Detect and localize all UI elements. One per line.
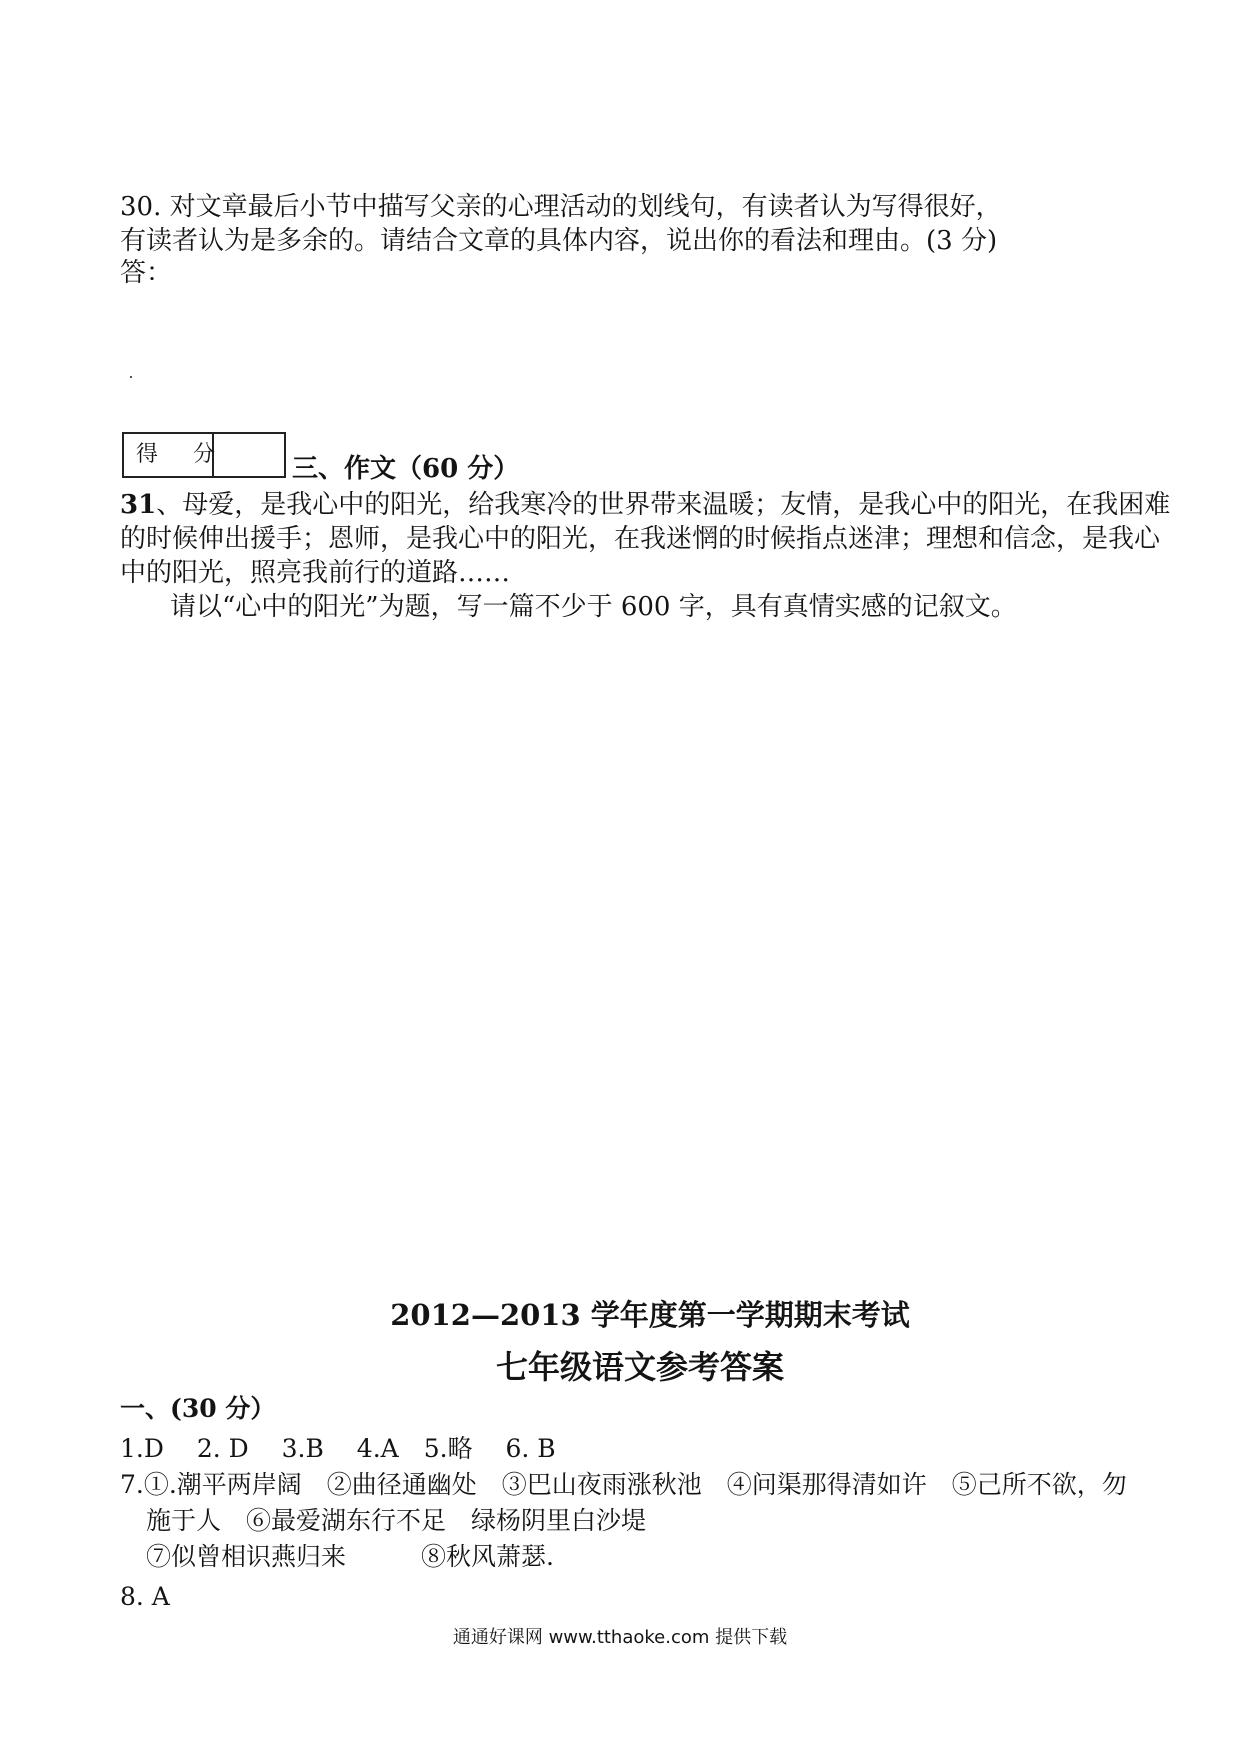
stray-dot	[130, 376, 132, 378]
answer-key-subtitle: 七年级语文参考答案	[495, 1348, 784, 1386]
q31-line-1-text: 、母爱，是我心中的阳光，给我寒冷的世界带来温暖；友情，是我心中的阳光，在我困难	[156, 490, 1171, 520]
answer-key-title: 2012—2013 学年度第一学期期末考试	[390, 1298, 910, 1332]
q31-line-2: 的时候伸出援手；恩师，是我心中的阳光，在我迷惘的时候指点迷津；理想和信念，是我心	[120, 524, 1161, 554]
q30-answer-label: 答：	[120, 258, 173, 288]
q30-line-2: 有读者认为是多余的。请结合文章的具体内容，说出你的看法和理由。(3 分)	[120, 226, 998, 256]
answer-section-1: 一、(30 分）	[120, 1394, 276, 1423]
footer-source: 通通好课网 www.tthaoke.com 提供下载	[452, 1627, 788, 1648]
q31-number: 31	[120, 490, 157, 520]
answer-line-3: 施于人 ⑥最爱湖东行不足 绿杨阴里白沙堤	[146, 1506, 647, 1535]
answer-line-2: 7.①.潮平两岸阔 ②曲径通幽处 ③巴山夜雨涨秋池 ④问渠那得清如许 ⑤己所不欲，勿	[120, 1470, 1127, 1499]
score-box	[122, 432, 286, 478]
answer-line-5: 8. A	[120, 1582, 170, 1611]
score-label: 得 分	[124, 434, 214, 476]
q30-line-1: 30. 对文章最后小节中描写父亲的心理活动的划线句，有读者认为写得很好，	[120, 192, 1002, 222]
q31-line-3: 中的阳光，照亮我前行的道路……	[120, 558, 511, 588]
q31-prompt: 请以“心中的阳光”为题，写一篇不少于 600 字，具有真情实感的记叙文。	[170, 592, 1017, 622]
section-3-heading: 三、作文（60 分）	[292, 454, 520, 484]
score-value-field[interactable]	[214, 434, 284, 476]
answer-line-4: ⑦似曾相识燕归来 ⑧秋风萧瑟.	[146, 1542, 554, 1571]
q31-line-1	[120, 488, 1170, 522]
answer-line-1: 1.D 2. D 3.B 4.A 5.略 6. B	[120, 1434, 556, 1463]
